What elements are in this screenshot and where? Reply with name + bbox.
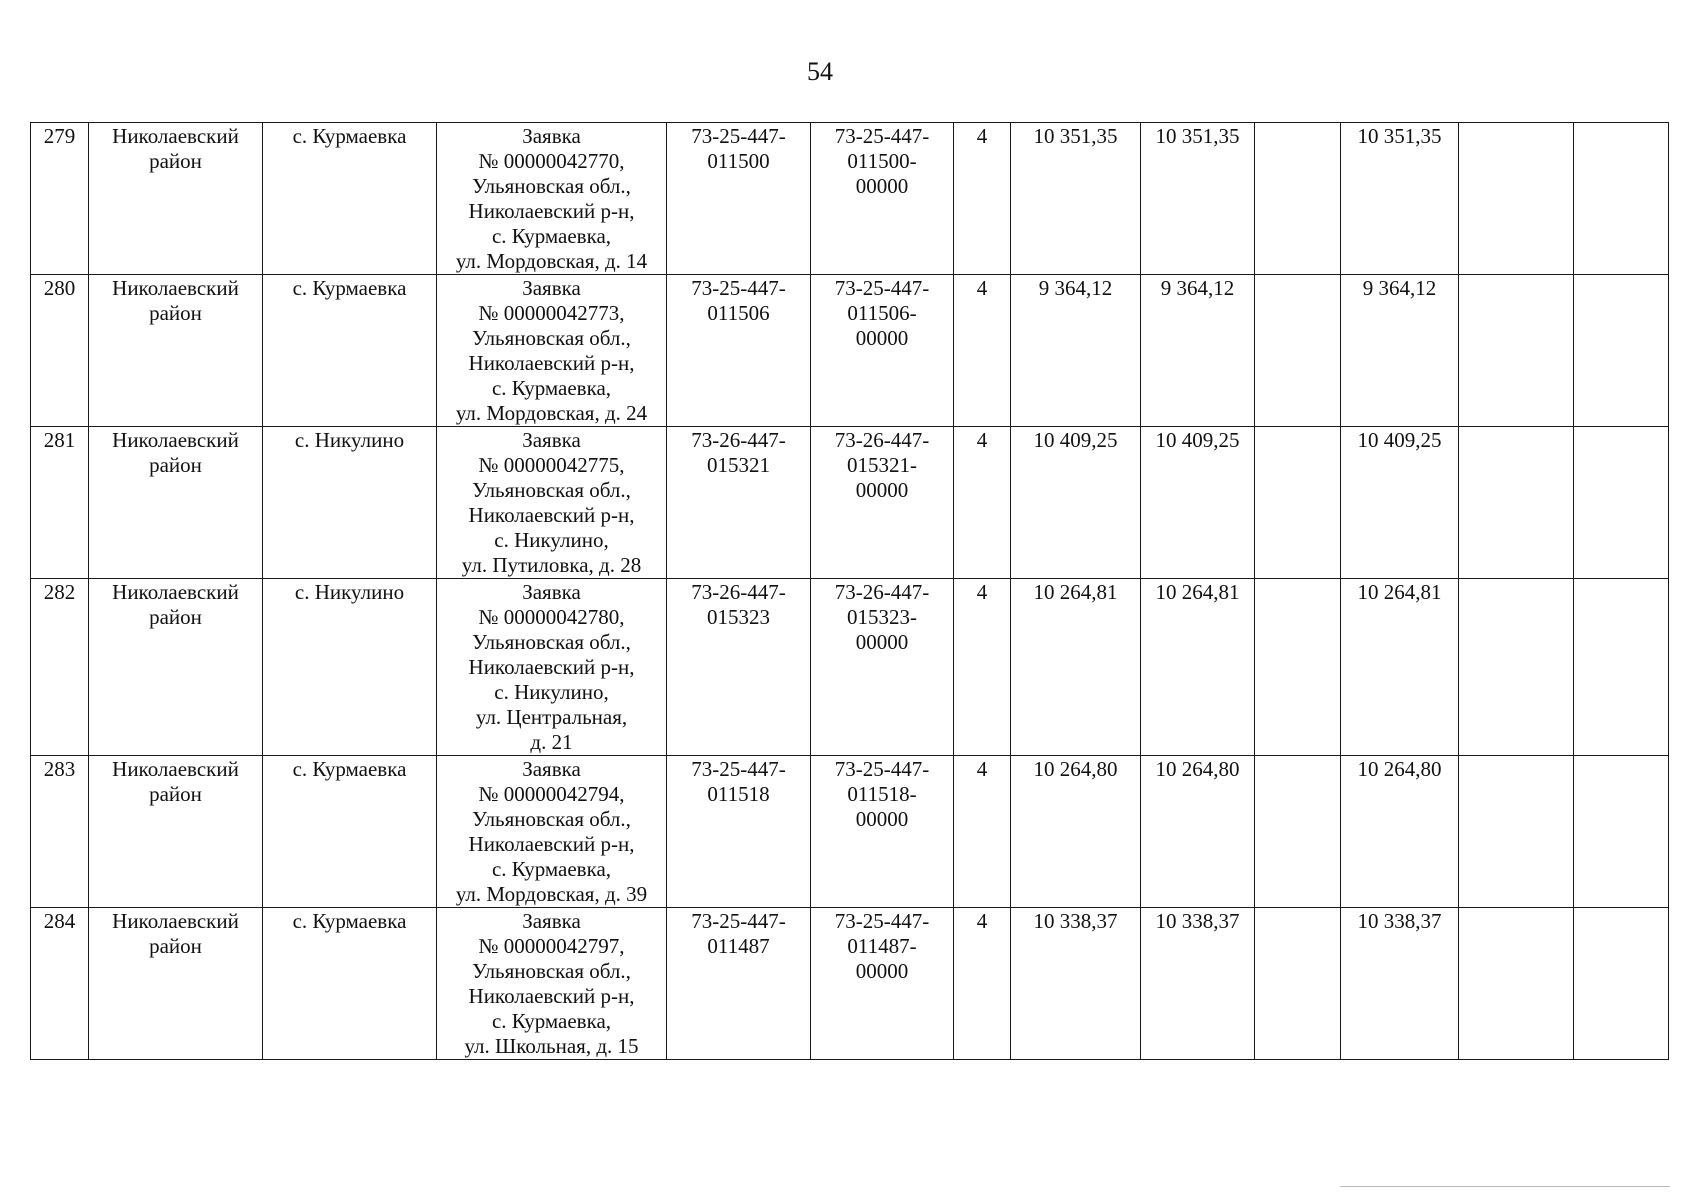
table-row (31, 275, 1669, 427)
district-cell: Николаевский район (89, 123, 263, 275)
amount-cell: 10 409,25 (1141, 427, 1255, 579)
application-cell: Заявка № 00000042794, Ульяновская обл., Николаевский р-н, с. Курмаевка, ул. Мордовская, д. 39 (437, 756, 667, 908)
quantity-cell: 4 (954, 908, 1011, 1060)
data-table (30, 122, 1669, 1060)
table-row (31, 427, 1669, 579)
amount-cell: 10 338,37 (1141, 908, 1255, 1060)
amount-cell: 10 351,35 (1011, 123, 1141, 275)
quantity-cell: 4 (954, 756, 1011, 908)
quantity-cell: 4 (954, 427, 1011, 579)
footer-divider (1340, 1186, 1670, 1187)
page-number: 54 (807, 57, 833, 86)
code-full-cell: 73-25-447- 011506- 00000 (811, 275, 954, 427)
empty-cell (1574, 275, 1669, 427)
empty-cell (1574, 427, 1669, 579)
amount-cell: 10 338,37 (1341, 908, 1459, 1060)
empty-cell (1255, 427, 1341, 579)
table-row (31, 123, 1669, 275)
amount-cell: 10 264,80 (1011, 756, 1141, 908)
application-cell: Заявка № 00000042797, Ульяновская обл., Николаевский р-н, с. Курмаевка, ул. Школьная, д. 15 (437, 908, 667, 1060)
empty-cell (1459, 123, 1574, 275)
amount-cell: 10 264,80 (1141, 756, 1255, 908)
code-cell: 73-25-447- 011506 (667, 275, 811, 427)
quantity-cell: 4 (954, 123, 1011, 275)
settlement-cell: с. Курмаевка (263, 123, 437, 275)
application-cell: Заявка № 00000042780, Ульяновская обл., Николаевский р-н, с. Никулино, ул. Центральная, д. 21 (437, 579, 667, 756)
row-number: 279 (31, 123, 89, 275)
amount-cell: 9 364,12 (1141, 275, 1255, 427)
code-cell: 73-25-447- 011500 (667, 123, 811, 275)
row-number: 282 (31, 579, 89, 756)
code-full-cell: 73-25-447- 011518- 00000 (811, 756, 954, 908)
empty-cell (1255, 123, 1341, 275)
code-full-cell: 73-26-447- 015321- 00000 (811, 427, 954, 579)
empty-cell (1459, 427, 1574, 579)
empty-cell (1255, 275, 1341, 427)
amount-cell: 10 264,81 (1011, 579, 1141, 756)
code-cell: 73-26-447- 015323 (667, 579, 811, 756)
amount-cell: 9 364,12 (1341, 275, 1459, 427)
empty-cell (1459, 908, 1574, 1060)
settlement-cell: с. Курмаевка (263, 908, 437, 1060)
row-number: 284 (31, 908, 89, 1060)
amount-cell: 10 351,35 (1341, 123, 1459, 275)
empty-cell (1255, 579, 1341, 756)
code-full-cell: 73-25-447- 011500- 00000 (811, 123, 954, 275)
empty-cell (1574, 756, 1669, 908)
table-row (31, 908, 1669, 1060)
table-row (31, 756, 1669, 908)
amount-cell: 10 351,35 (1141, 123, 1255, 275)
empty-cell (1255, 908, 1341, 1060)
empty-cell (1574, 123, 1669, 275)
settlement-cell: с. Никулино (263, 427, 437, 579)
district-cell: Николаевский район (89, 275, 263, 427)
amount-cell: 10 264,81 (1141, 579, 1255, 756)
application-cell: Заявка № 00000042773, Ульяновская обл., Николаевский р-н, с. Курмаевка, ул. Мордовская, д. 24 (437, 275, 667, 427)
application-cell: Заявка № 00000042770, Ульяновская обл., Николаевский р-н, с. Курмаевка, ул. Мордовская, д. 14 (437, 123, 667, 275)
row-number: 281 (31, 427, 89, 579)
row-number: 283 (31, 756, 89, 908)
row-number: 280 (31, 275, 89, 427)
quantity-cell: 4 (954, 579, 1011, 756)
code-cell: 73-25-447- 011487 (667, 908, 811, 1060)
district-cell: Николаевский район (89, 908, 263, 1060)
code-full-cell: 73-25-447- 011487- 00000 (811, 908, 954, 1060)
amount-cell: 10 264,80 (1341, 756, 1459, 908)
amount-cell: 10 264,81 (1341, 579, 1459, 756)
amount-cell: 9 364,12 (1011, 275, 1141, 427)
settlement-cell: с. Курмаевка (263, 756, 437, 908)
settlement-cell: с. Никулино (263, 579, 437, 756)
district-cell: Николаевский район (89, 579, 263, 756)
empty-cell (1574, 579, 1669, 756)
table-row (31, 579, 1669, 756)
settlement-cell: с. Курмаевка (263, 275, 437, 427)
quantity-cell: 4 (954, 275, 1011, 427)
amount-cell: 10 409,25 (1341, 427, 1459, 579)
empty-cell (1459, 579, 1574, 756)
code-full-cell: 73-26-447- 015323- 00000 (811, 579, 954, 756)
amount-cell: 10 409,25 (1011, 427, 1141, 579)
code-cell: 73-25-447- 011518 (667, 756, 811, 908)
code-cell: 73-26-447- 015321 (667, 427, 811, 579)
empty-cell (1574, 908, 1669, 1060)
district-cell: Николаевский район (89, 756, 263, 908)
application-cell: Заявка № 00000042775, Ульяновская обл., Николаевский р-н, с. Никулино, ул. Путиловка, д. 28 (437, 427, 667, 579)
empty-cell (1459, 275, 1574, 427)
amount-cell: 10 338,37 (1011, 908, 1141, 1060)
district-cell: Николаевский район (89, 427, 263, 579)
empty-cell (1255, 756, 1341, 908)
empty-cell (1459, 756, 1574, 908)
